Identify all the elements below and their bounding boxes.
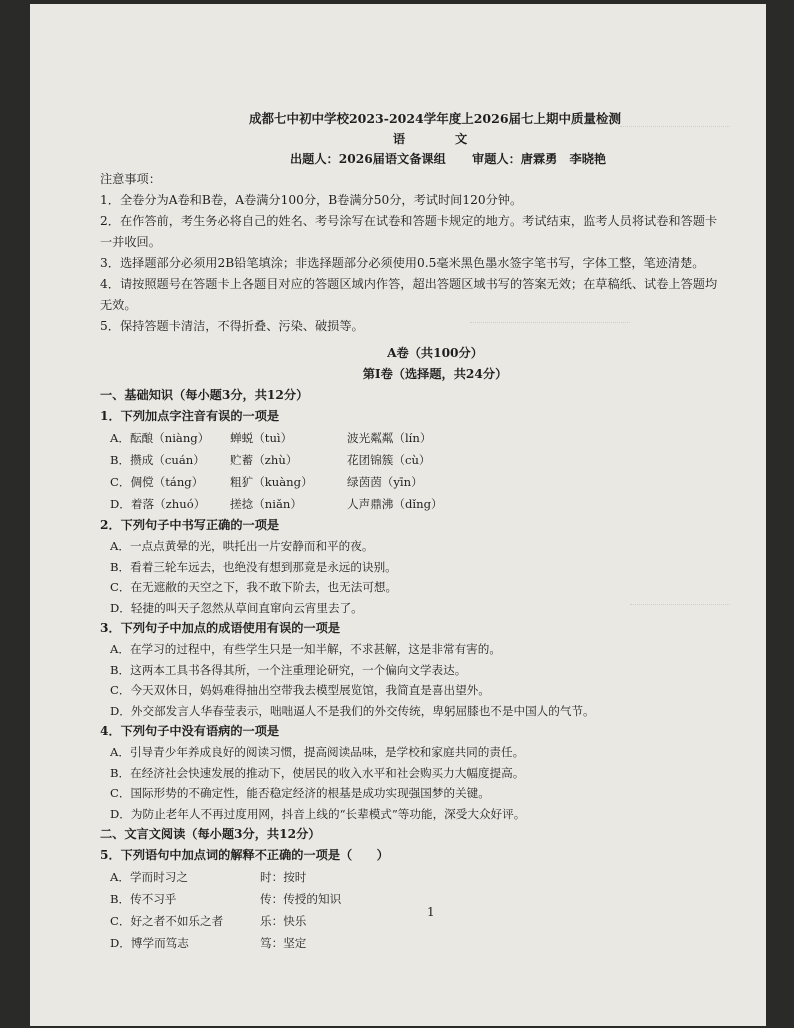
note-item: 2．在作答前，考生务必将自己的姓名、考号涂写在试卷和答题卡规定的地方。考试结束，监考人员将试卷和答题卡一并收回。 — [100, 214, 718, 249]
note-item: 3．选择题部分必须用2B铅笔填涂；非选择题部分必须使用0.5毫米黑色墨水签字笔书写，字体工整，笔迹清楚。 — [100, 256, 705, 270]
notes-heading: 注意事项： — [100, 172, 161, 186]
q1-d-1: D．着落（zhuó） — [110, 497, 206, 511]
q5-option-row — [110, 866, 720, 888]
q1-d-3: 人声鼎沸（dǐng） — [347, 497, 443, 511]
q5-d-sentence: D．博学而笃志 — [110, 936, 189, 950]
q5-a-gloss: 时：按时 — [260, 870, 307, 884]
q2-option-a: A．一点点黄晕的光，哄托出一片安静而和平的夜。 — [110, 539, 374, 553]
q2-option-d: D．轻捷的叫天子忽然从草间直窜向云宵里去了。 — [110, 600, 363, 615]
q1-a-1: A．酝酿（niàng） — [110, 431, 210, 445]
q3-stem: 3．下列句子中加点的成语使用有误的一项是 — [100, 621, 341, 635]
exam-title: 成都七中初中学校2023-2024学年度上2026届七上期中质量检测 — [248, 111, 622, 126]
subject-title: 语文 — [392, 132, 518, 146]
q5-option-row — [110, 888, 720, 910]
page-number: 1 — [427, 905, 435, 919]
q1-option-row — [110, 493, 720, 515]
q5-c-gloss: 乐：快乐 — [260, 914, 307, 928]
q4-option-c: C．国际形势的不确定性，能否稳定经济的根基是成功实现强国梦的关键。 — [110, 786, 490, 800]
q3-option-d: D．外交部发言人华春莹表示，咄咄逼人不是我们的外交传统，卑躬屈膝也不是中国人的气节。 — [110, 703, 595, 718]
q2-option-b: B．看着三轮车远去，也绝没有想到那竟是永远的诀别。 — [110, 559, 397, 574]
q5-option-row — [110, 932, 720, 954]
q4-stem: 4．下列句子中没有语病的一项是 — [100, 724, 280, 738]
q3-option-c: C．今天双休日，妈妈难得抽出空带我去模型展览馆，我简直是喜出望外。 — [110, 683, 490, 697]
q1-b-3: 花团锦簇（cù） — [347, 453, 431, 467]
q3-option-b: B．这两本工具书各得其所，一个注重理论研究，一个偏向文学表达。 — [110, 662, 467, 677]
setters-line — [290, 149, 720, 169]
q3-option-a: A．在学习的过程中，有些学生只是一知半解，不求甚解，这是非常有害的。 — [110, 642, 501, 656]
q5-stem: 5．下列语句中加点词的解释不正确的一项是（ ） — [100, 848, 389, 862]
q5-b-sentence: B．传不习乎 — [110, 892, 177, 906]
q1-c-3: 绿茵茵（yīn） — [347, 475, 423, 489]
q5-a-sentence: A．学而时习之 — [110, 870, 188, 884]
q4-option-b: B．在经济社会快速发展的推动下，使居民的收入水平和社会购买力大幅度提高。 — [110, 765, 525, 780]
q2-option-c: C．在无遮敝的天空之下，我不敢下阶去，也无法可想。 — [110, 580, 398, 594]
q1-a-2: 蝉蜕（tuì） — [230, 431, 293, 445]
q4-option-d: D．为防止老年人不再过度用网，抖音上线的“长辈模式”等功能，深受大众好评。 — [110, 806, 526, 821]
exam-content — [100, 108, 720, 954]
setter: 出题人：2026届语文备课组 — [290, 152, 446, 166]
q1-option-row — [110, 449, 720, 471]
q2-stem: 2．下列句子中书写正确的一项是 — [100, 518, 280, 532]
q1-b-2: 贮蓄（zhù） — [230, 453, 298, 467]
reviewer: 审题人：唐霖勇 李晓艳 — [472, 152, 607, 166]
part-1-title: 第Ⅰ卷（选择题，共24分） — [362, 367, 508, 381]
group-2-title: 二、文言文阅读（每小题3分，共12分） — [100, 827, 321, 841]
q4-option-a: A．引导青少年养成良好的阅读习惯，提高阅读品味，是学校和家庭共同的责任。 — [110, 745, 525, 759]
q1-a-3: 波光粼粼（lín） — [347, 431, 432, 445]
q1-option-row — [110, 427, 720, 449]
note-item: 1．全卷分为A卷和B卷，A卷满分100分，B卷满分50分，考试时间120分钟。 — [100, 193, 523, 207]
q1-c-2: 粗犷（kuàng） — [230, 475, 313, 489]
note-item: 4．请按照题号在答题卡上各题目对应的答题区域内作答，超出答题区域书写的答案无效；在草稿纸、试卷上答题均无效。 — [100, 277, 718, 312]
note-item: 5．保持答题卡清洁，不得折叠、污染、破损等。 — [100, 319, 364, 333]
q5-c-sentence: C．好之者不如乐之者 — [110, 914, 224, 928]
q1-c-1: C．倜傥（táng） — [110, 475, 204, 489]
group-1-title: 一、基础知识（每小题3分，共12分） — [100, 388, 309, 402]
q1-b-1: B．攒成（cuán） — [110, 453, 205, 467]
q1-d-2: 搓捻（niǎn） — [230, 497, 302, 511]
q5-option-row — [110, 910, 720, 932]
q1-stem: 1．下列加点字注音有误的一项是 — [100, 409, 280, 423]
section-a-title: A卷（共100分） — [387, 346, 483, 360]
q5-b-gloss: 传：传授的知识 — [260, 892, 342, 906]
q5-d-gloss: 笃：坚定 — [260, 936, 307, 950]
q1-option-row — [110, 471, 720, 493]
